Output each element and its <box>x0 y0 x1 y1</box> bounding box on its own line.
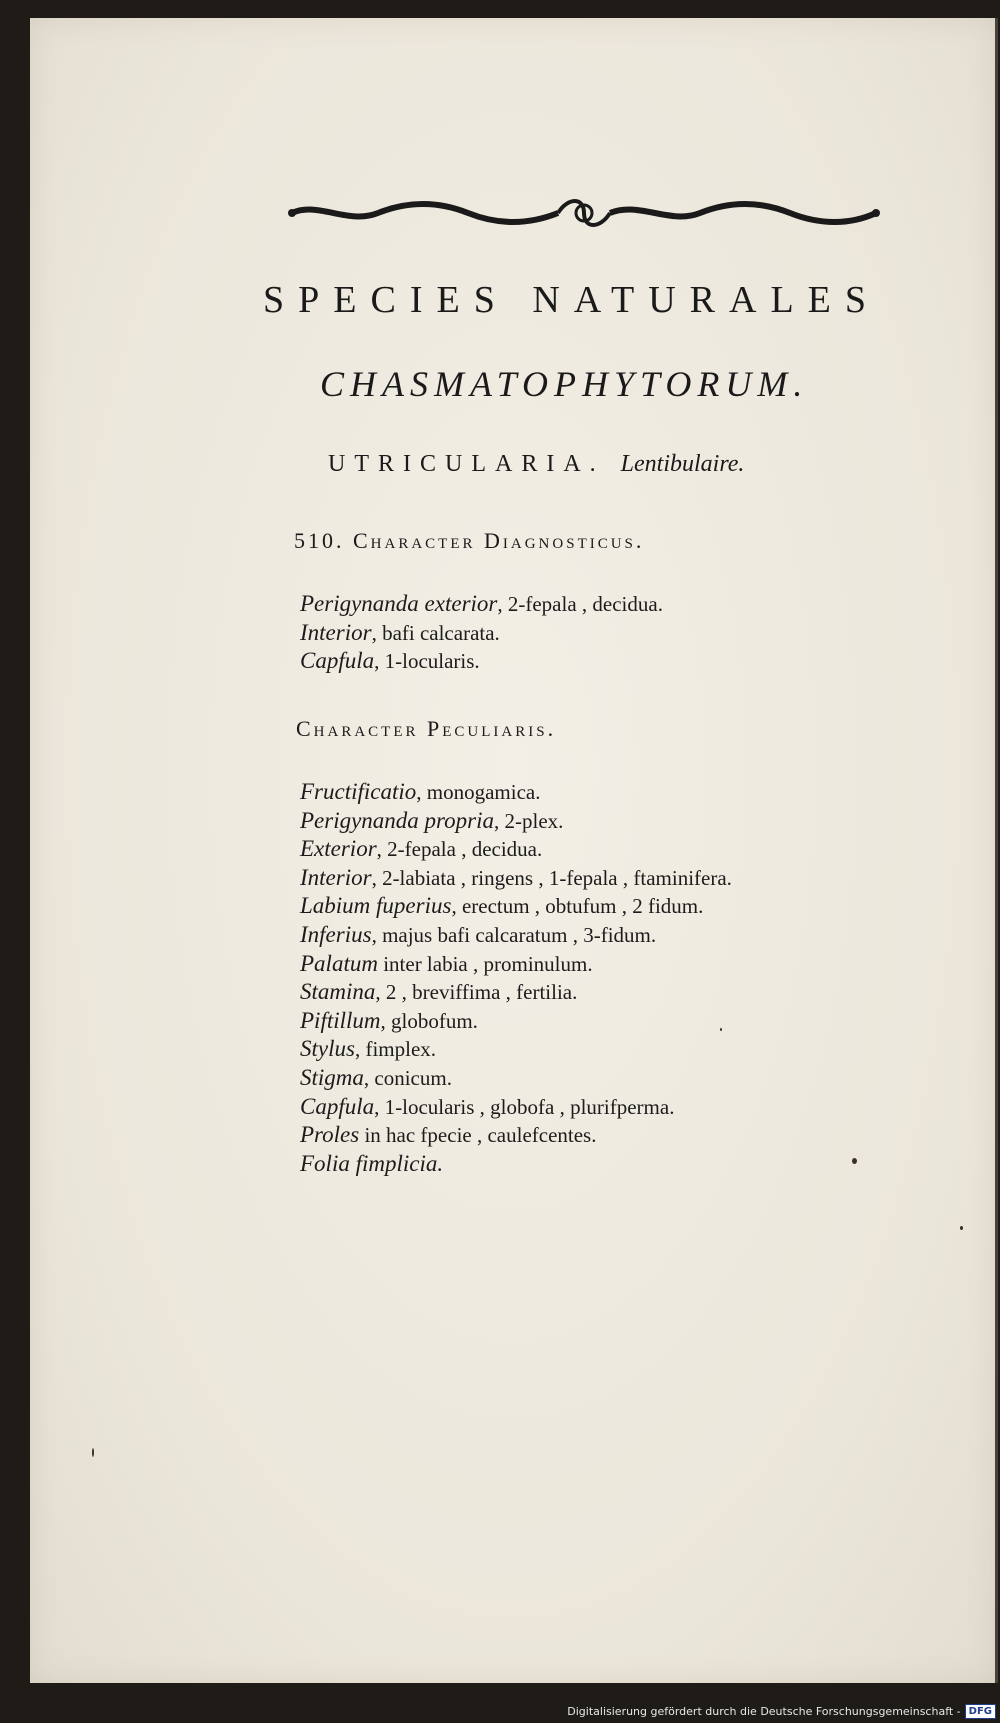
dfg-logo-icon: DFG <box>965 1704 996 1719</box>
list-item <box>300 1093 732 1122</box>
diagnostic-heading: 510. Character Diagnosticus. <box>294 528 645 553</box>
item-text: , majus bafi calcaratum , 3-fidum. <box>371 922 657 947</box>
list-item <box>300 619 663 648</box>
item-term: Capfula <box>300 648 375 674</box>
list-item <box>300 1121 732 1150</box>
paper-speck <box>960 1226 963 1230</box>
item-term: Perigynanda propria <box>300 807 494 833</box>
list-item <box>300 921 732 950</box>
item-term: Interior <box>300 864 372 890</box>
list-item <box>300 647 663 676</box>
item-term: Capfula <box>300 1093 375 1119</box>
item-text: , 1-locularis , globofa , plurifperma. <box>374 1094 675 1119</box>
list-item <box>300 590 663 619</box>
list-item <box>300 1150 732 1179</box>
digitization-footer <box>567 1701 996 1721</box>
paper-speck <box>92 1448 94 1457</box>
list-item <box>300 978 732 1007</box>
item-text: , 2-plex. <box>494 808 564 833</box>
list-item <box>300 864 732 893</box>
item-term: Proles <box>300 1122 360 1148</box>
item-text: , bafi calcarata. <box>371 620 500 645</box>
item-text: , 2 , breviffima , fertilia. <box>375 980 578 1005</box>
item-term: Fructificatio <box>300 779 417 804</box>
decorative-border-ornament <box>288 193 880 233</box>
item-text: , fimplex. <box>354 1037 437 1062</box>
item-text: , erectum , obtufum , 2 fidum. <box>451 894 704 919</box>
peculiar-heading: Character Peculiaris. <box>296 716 557 741</box>
item-text: , conicum. <box>363 1065 452 1090</box>
item-term: Stigma <box>300 1064 364 1090</box>
diagnostic-list <box>300 590 663 676</box>
item-text: , 2-fepala , decidua. <box>376 837 543 862</box>
item-term: Perigynanda exterior <box>300 591 498 616</box>
genus-name: UTRICULARIA. <box>328 451 605 477</box>
list-item <box>300 1035 732 1064</box>
peculiar-list <box>300 778 732 1178</box>
page-subtitle: CHASMATOPHYTORUM. <box>320 364 809 404</box>
item-text: , monogamica. <box>416 780 541 804</box>
item-term: Palatum <box>300 950 378 976</box>
list-item <box>300 835 732 864</box>
item-term: Stamina <box>300 979 376 1005</box>
list-item <box>300 1064 732 1093</box>
page-title: SPECIES NATURALES <box>263 279 880 321</box>
item-text: , globofum. <box>380 1008 478 1033</box>
footer-text: Digitalisierung gefördert durch die Deutsche Forschungsgemeinschaft - <box>567 1704 961 1718</box>
item-term: Piftillum <box>300 1007 381 1033</box>
list-item <box>300 778 732 807</box>
list-item <box>300 1007 732 1036</box>
paper-speck <box>720 1028 722 1031</box>
list-item <box>300 950 732 979</box>
book-page <box>30 18 998 1683</box>
item-text: inter labia , prominulum. <box>377 951 593 976</box>
paper-speck <box>852 1158 857 1164</box>
list-item <box>300 892 732 921</box>
item-text: , 2-labiata , ringens , 1-fepala , ftaminifera. <box>371 865 732 890</box>
item-text: , 2-fepala , decidua. <box>497 592 663 616</box>
item-text: in hac fpecie , caulefcentes. <box>359 1123 597 1148</box>
item-term: Inferius <box>300 921 372 947</box>
genus-heading <box>328 451 744 478</box>
item-term: Labium fuperius <box>300 893 452 919</box>
item-term: Exterior <box>300 836 377 862</box>
list-item <box>300 807 732 836</box>
genus-french-name: Lentibulaire. <box>620 451 745 477</box>
item-term: Interior <box>300 619 372 645</box>
item-term: Folia fimplicia. <box>300 1150 444 1176</box>
item-text: , 1-locularis. <box>374 649 480 674</box>
item-term: Stylus <box>300 1036 355 1062</box>
